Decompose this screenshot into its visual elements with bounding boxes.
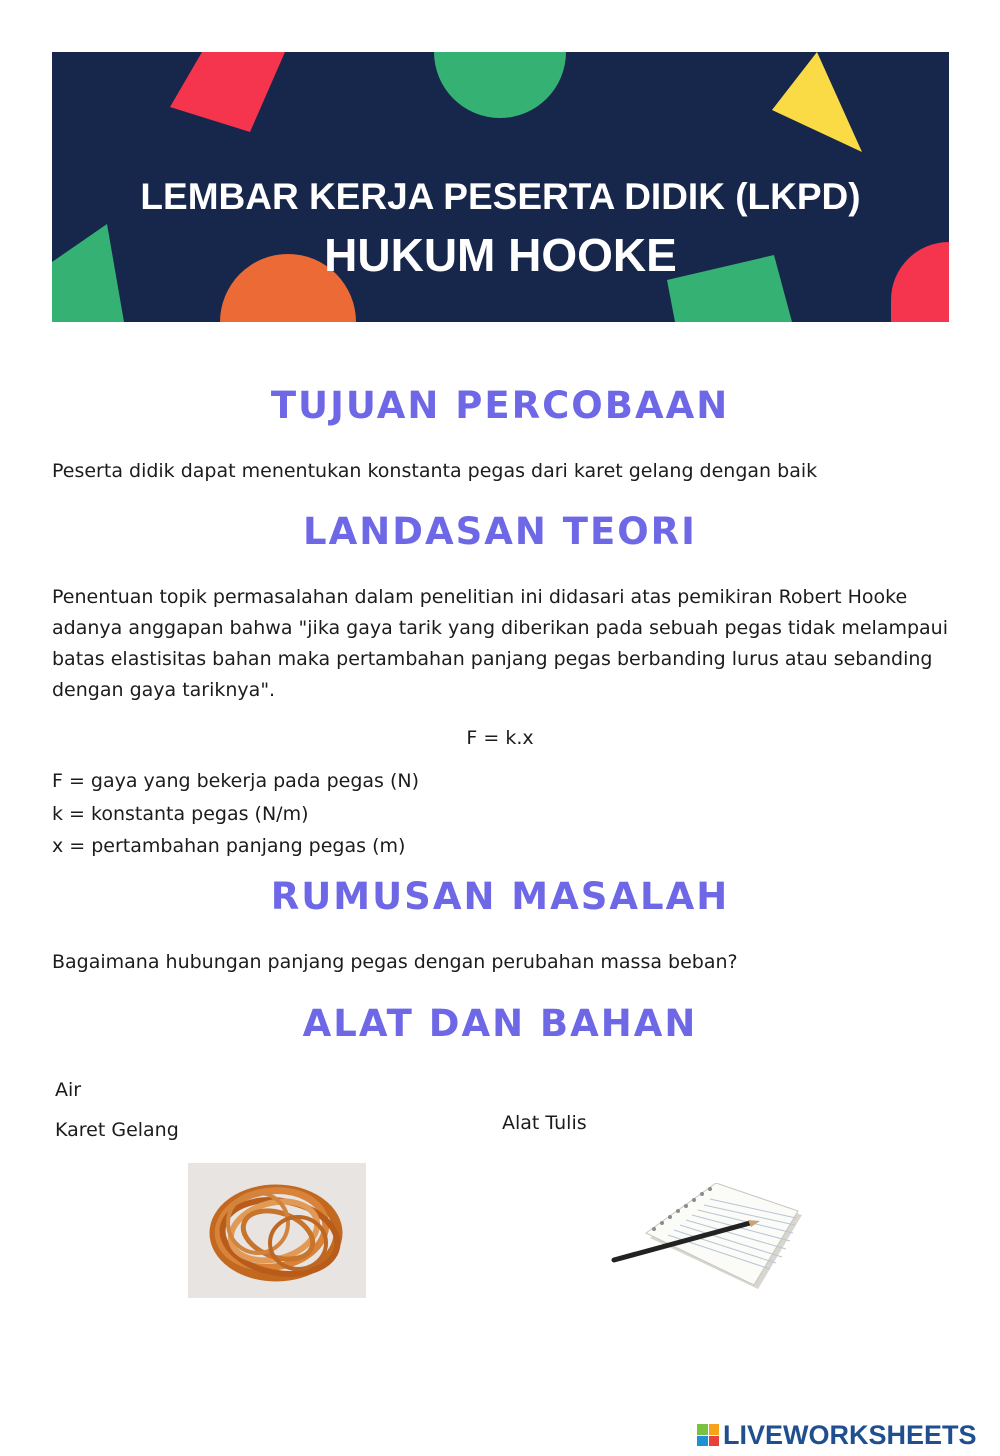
rumusan-heading: RUMUSAN MASALAH [270,875,730,918]
definition-item: k = konstanta pegas (N/m) [52,802,309,825]
tujuan-text: Peserta didik dapat menentukan konstanta pegas dari karet gelang dengan baik [52,460,818,482]
worksheet-subtitle: HUKUM HOOKE [324,229,677,281]
landasan-line: batas elastisitas bahan maka pertambahan panjang pegas berbanding lurus atau sebanding [52,648,933,670]
green-semicircle-shape [434,52,566,118]
liveworksheets-logo-icon [697,1424,719,1446]
header-banner [52,52,949,322]
liveworksheets-footer [697,1418,977,1452]
item-alat-tulis: Alat Tulis [502,1112,587,1134]
rumusan-text: Bagaimana hubungan panjang pegas dengan perubahan massa beban? [52,951,738,973]
rubber-band-image [188,1163,366,1298]
liveworksheets-brand: LIVEWORKSHEETS [723,1419,977,1450]
landasan-line: Penentuan topik permasalahan dalam penelitian ini didasari atas pemikiran Robert Hooke [52,586,908,608]
hooke-formula: F = k.x [466,727,534,749]
worksheet-title: LEMBAR KERJA PESERTA DIDIK (LKPD) [140,176,861,217]
item-karet-gelang: Karet Gelang [55,1119,179,1141]
red-parallelogram-shape [170,52,285,132]
yellow-triangle-shape [772,52,862,152]
definition-item: x = pertambahan panjang pegas (m) [52,835,406,857]
variable-definitions [52,765,419,863]
landasan-line: dengan gaya tariknya". [52,679,276,701]
tujuan-heading: TUJUAN PERCOBAAN [270,384,730,427]
alat-heading: ALAT DAN BAHAN [302,1002,698,1045]
definition-item: F = gaya yang bekerja pada pegas (N) [52,770,420,792]
landasan-heading: LANDASAN TEORI [303,510,697,553]
landasan-line: adanya anggapan bahwa "jika gaya tarik yang diberikan pada sebuah pegas tidak melampaui [52,617,949,639]
item-air: Air [55,1079,82,1101]
notebook-pencil-image [610,1183,805,1293]
landasan-paragraph [52,582,952,706]
